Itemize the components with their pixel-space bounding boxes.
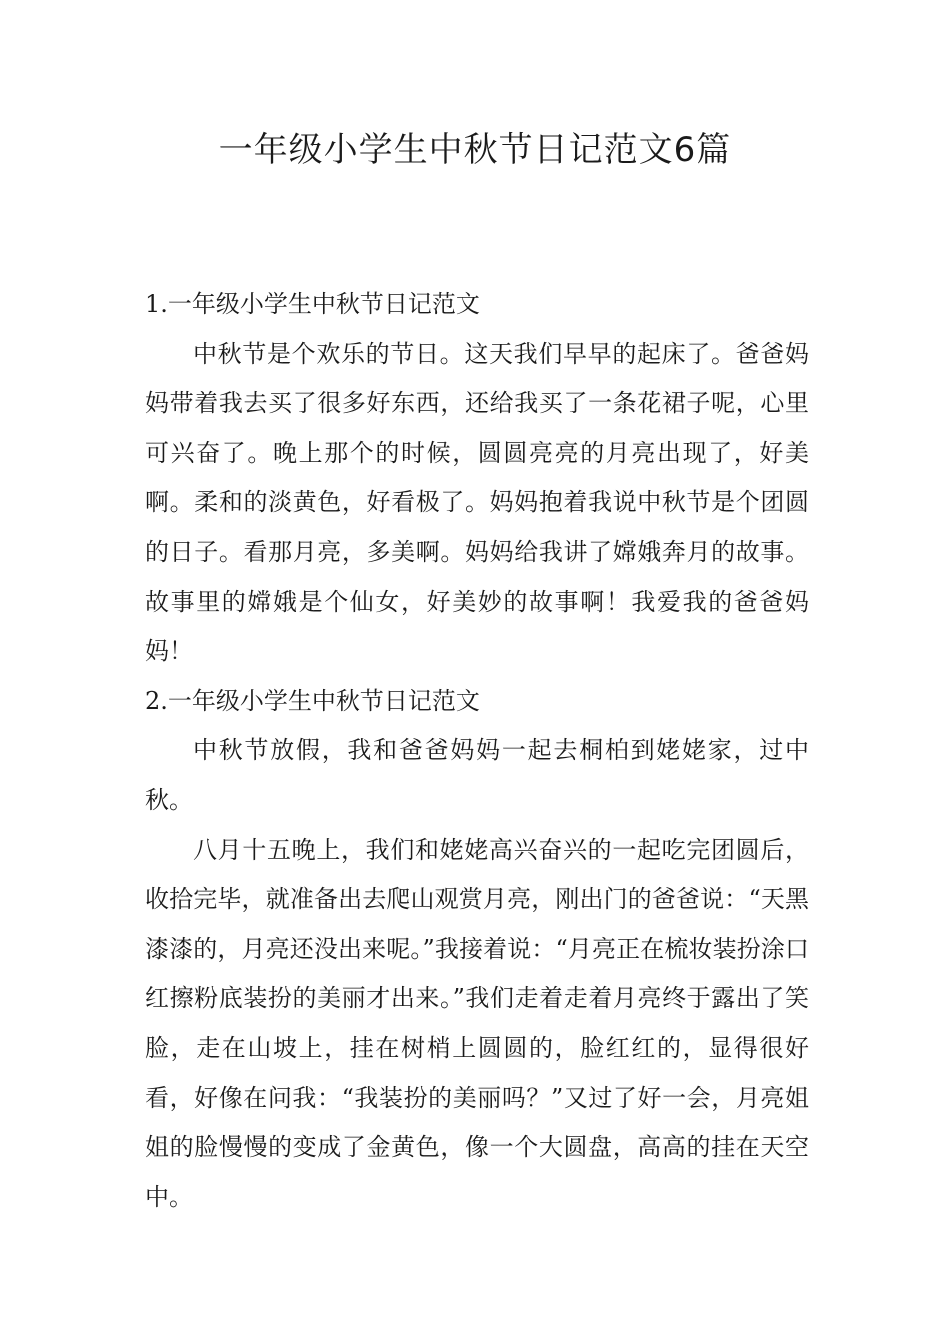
document-body <box>145 280 809 1222</box>
document-title: 一年级小学生中秋节日记范文6篇 <box>218 130 732 170</box>
section-2-paragraph-1: 中秋节放假，我和爸爸妈妈一起去桐柏到姥姥家，过中秋。 <box>145 736 809 814</box>
section-heading-1: 1.一年级小学生中秋节日记范文 <box>145 290 480 318</box>
section-2-paragraph-2: 八月十五晚上，我们和姥姥高兴奋兴的一起吃完团圆后，收拾完毕，就准备出去爬山观赏月亮，刚出门的爸爸说：“天黑漆漆的，月亮还没出来呢。”我接着说：“月亮正在梳妆装扮涂口红擦粉底装扮的美丽才出来。”我们走着走着月亮终于露出了笑脸，走在山坡上，挂在树梢上圆圆的，脸红红的，显得很好看，好像在问我：“我装扮的美丽吗？”又过了好一会，月亮姐姐的脸慢慢的变成了金黄色，像一个大圆盘，高高的挂在天空中。 <box>145 835 809 1211</box>
section-heading-2: 2.一年级小学生中秋节日记范文 <box>145 686 480 715</box>
section-1-paragraph-1: 中秋节是个欢乐的节日。这天我们早早的起床了。爸爸妈妈带着我去买了很多好东西，还给我买了一条花裙子呢，心里可兴奋了。晚上那个的时候，圆圆亮亮的月亮出现了，好美啊。柔和的淡黄色，好看极了。妈妈抱着我说中秋节是个团圆的日子。看那月亮，多美啊。妈妈给我讲了嫦娥奔月的故事。故事里的嫦娥是个仙女，好美妙的故事啊！我爱我的爸爸妈妈！ <box>145 339 809 666</box>
